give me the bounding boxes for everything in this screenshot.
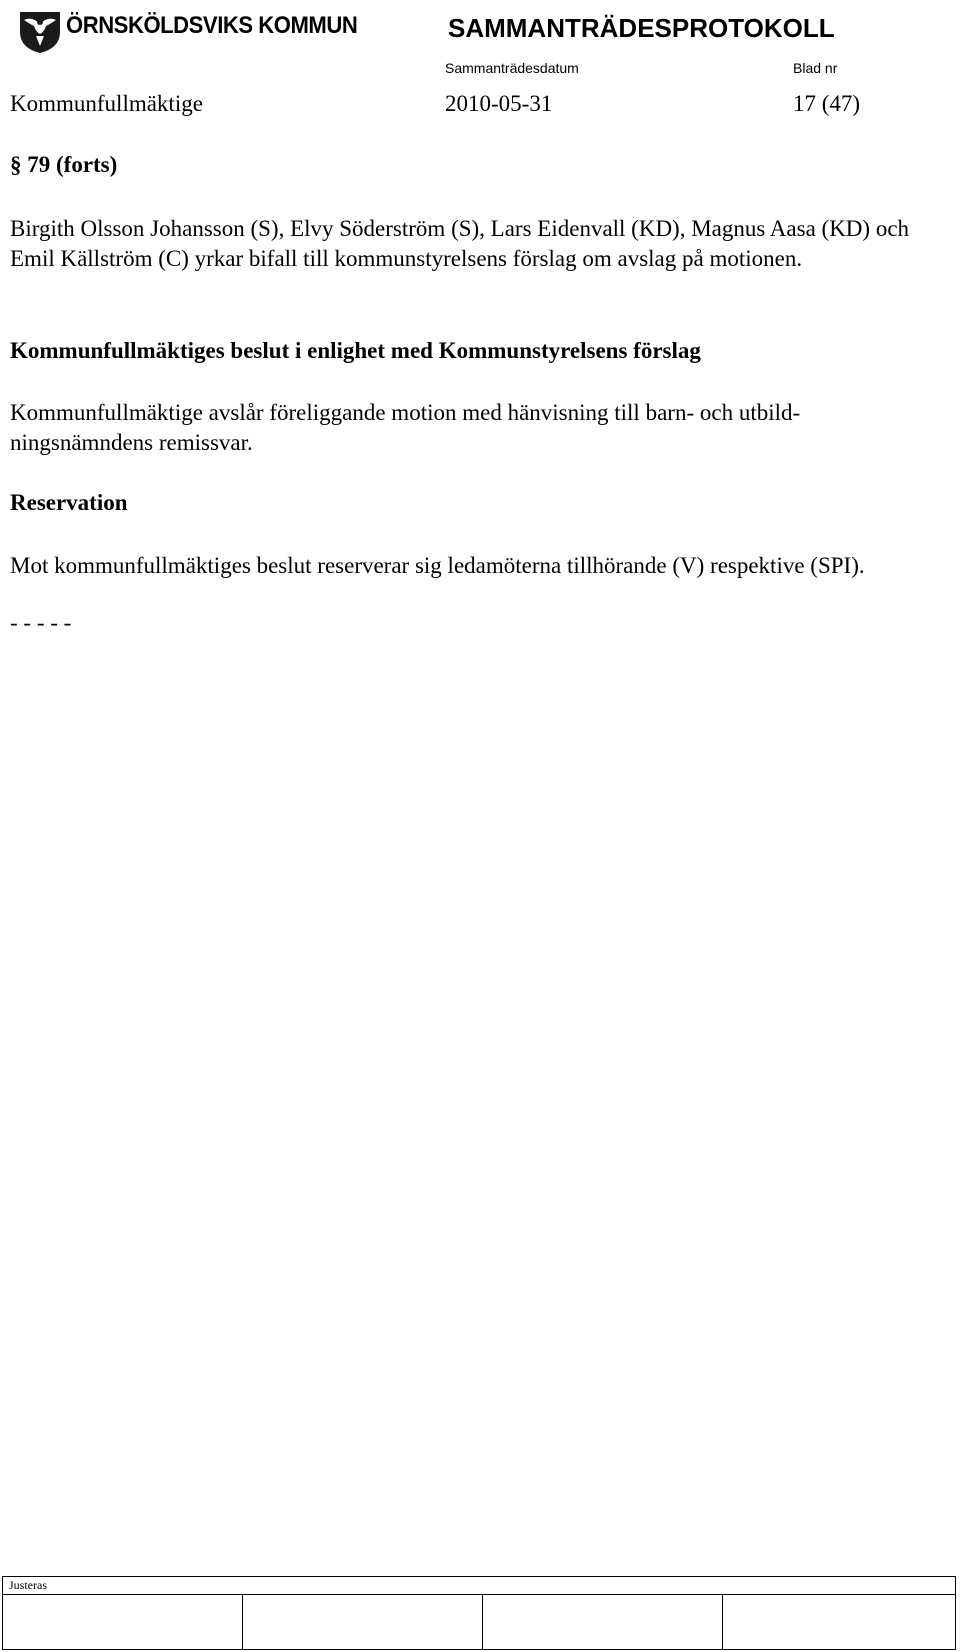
motion-paragraph: Birgith Olsson Johansson (S), Elvy Söderström (S), Lars Eidenvall (KD), Magnus Aasa (KD) och Emil Källström (C) yrkar bifall till kommunstyrelsens förslag om avslag på motionen. — [10, 216, 910, 271]
signature-cell-3 — [483, 1595, 723, 1649]
section-separator: - - - - - — [10, 610, 72, 635]
justeras-label: Justeras — [9, 1578, 47, 1592]
body-name: Kommunfullmäktige — [10, 91, 203, 116]
date-label: Sammanträdesdatum — [445, 60, 579, 76]
justeras-header-row — [3, 1577, 955, 1595]
signature-cell-2 — [243, 1595, 483, 1649]
meeting-date: 2010-05-31 — [445, 91, 553, 116]
municipal-emblem-icon — [18, 8, 62, 54]
decision-heading: Kommunfullmäktiges beslut i enlighet med Kommunstyrelsens förslag — [10, 338, 701, 363]
page-label: Blad nr — [793, 60, 838, 76]
reservation-text: Mot kommunfullmäktiges beslut reserverar sig ledamöterna tillhörande (V) respektive (SPI). — [10, 553, 865, 578]
signature-cell-4 — [723, 1595, 955, 1649]
section-heading: § 79 (forts) — [10, 152, 118, 177]
signature-cell-1 — [3, 1595, 243, 1649]
reservation-heading: Reservation — [10, 490, 128, 515]
organization-name: ÖRNSKÖLDSVIKS KOMMUN — [66, 12, 358, 39]
justeras-signature-box — [2, 1576, 956, 1650]
document-type-title: SAMMANTRÄDESPROTOKOLL — [448, 13, 835, 43]
decision-text: Kommunfullmäktige avslår föreliggande motion med hänvisning till barn- och utbild- ningsnämndens remissvar. — [10, 400, 801, 455]
page-number: 17 (47) — [793, 91, 861, 116]
